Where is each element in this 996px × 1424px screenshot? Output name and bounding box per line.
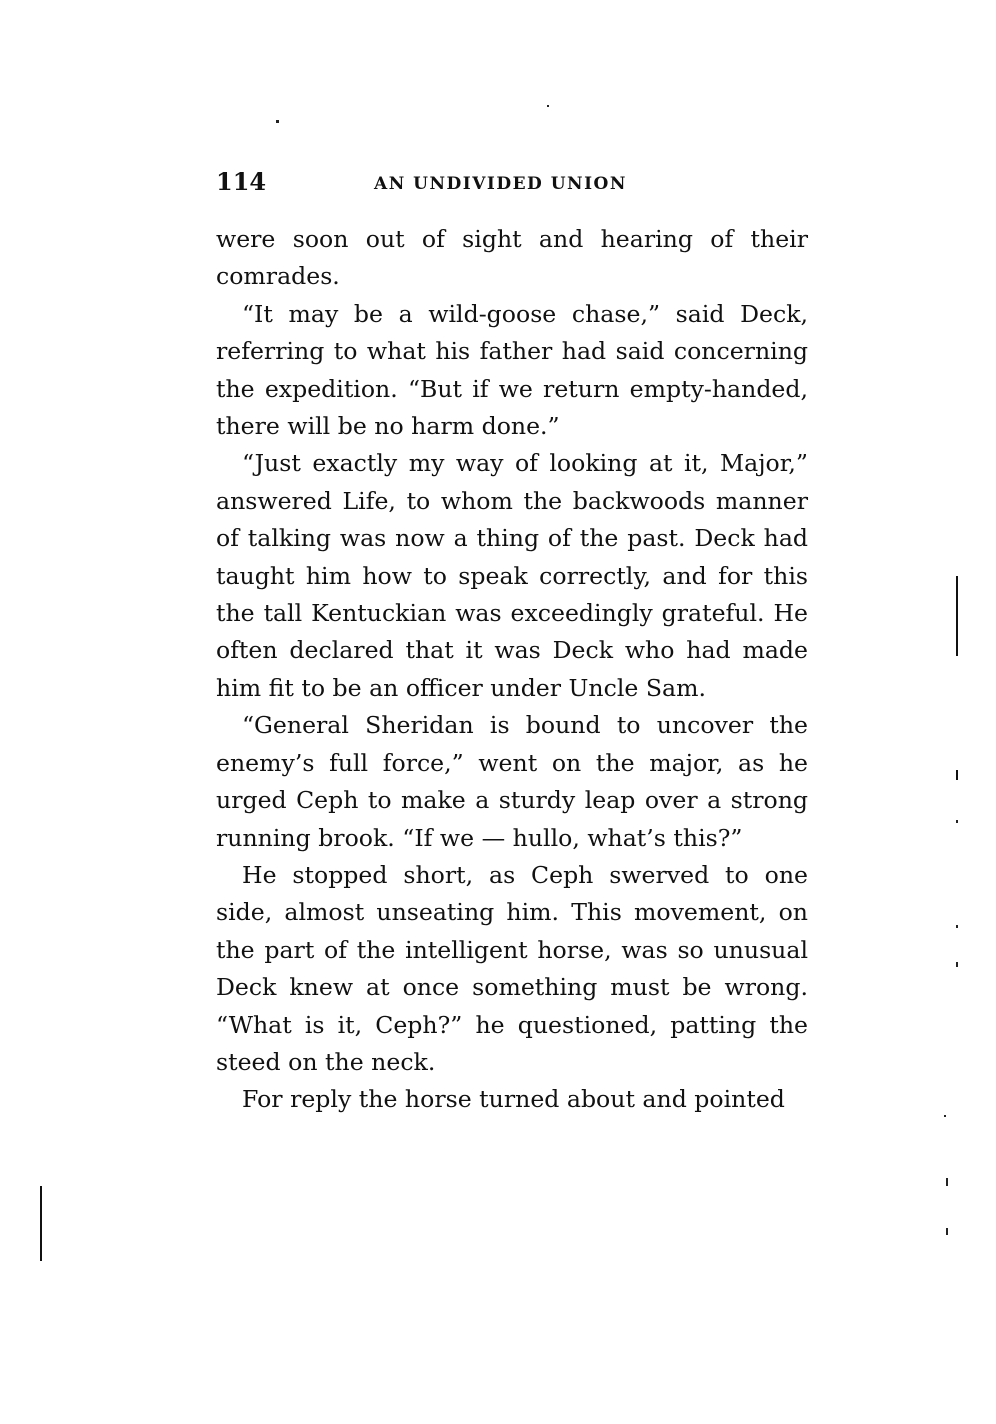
paragraph: “It may be a wild-goose chase,” said Deck, referring to what his father had said concerning the expedition. “But if we return empty-handed, there will be no harm done.” [216,299,808,441]
scan-margin-line [956,576,958,656]
running-head [216,166,808,198]
scan-speck [956,962,958,967]
scan-margin-line [956,770,958,780]
paragraph: “General Sheridan is bound to uncover the enemy’s full force,” went on the major, as he urged Ceph to make a sturdy leap over a strong running brook. “If we — hullo, what’s this?” [216,711,808,852]
body-text [216,221,808,1119]
paragraph: He stopped short, as Ceph swerved to one side, almost unseating him. This movement, on the part of the intelligent horse, was so unusual Deck knew at once something must be wrong. “What is it, Ceph?” he questioned, patting the steed on the neck. [216,860,808,1076]
paragraph: For reply the horse turned about and pointed [242,1085,785,1114]
scan-speck [944,1115,946,1117]
scan-margin-line [40,1186,42,1261]
scan-speck [547,105,549,107]
paragraph: “Just exactly my way of looking at it, Major,” answered Life, to whom the backwoods manner of talking was now a thing of the past. Deck had taught him how to speak correctly, and for this the tall Kentuckian was exceedingly grateful. He often declared that it was Deck who had made him fit to be an officer under Uncle Sam. [216,449,808,702]
running-title: AN UNDIVIDED UNION [374,174,627,194]
scan-speck [946,1178,948,1186]
paragraph: were soon out of sight and hearing of their comrades. [216,225,808,291]
page-number: 114 [216,167,267,196]
scan-speck [956,925,958,928]
scan-speck [956,820,958,823]
scan-speck [276,120,279,123]
scan-speck [946,1228,948,1235]
